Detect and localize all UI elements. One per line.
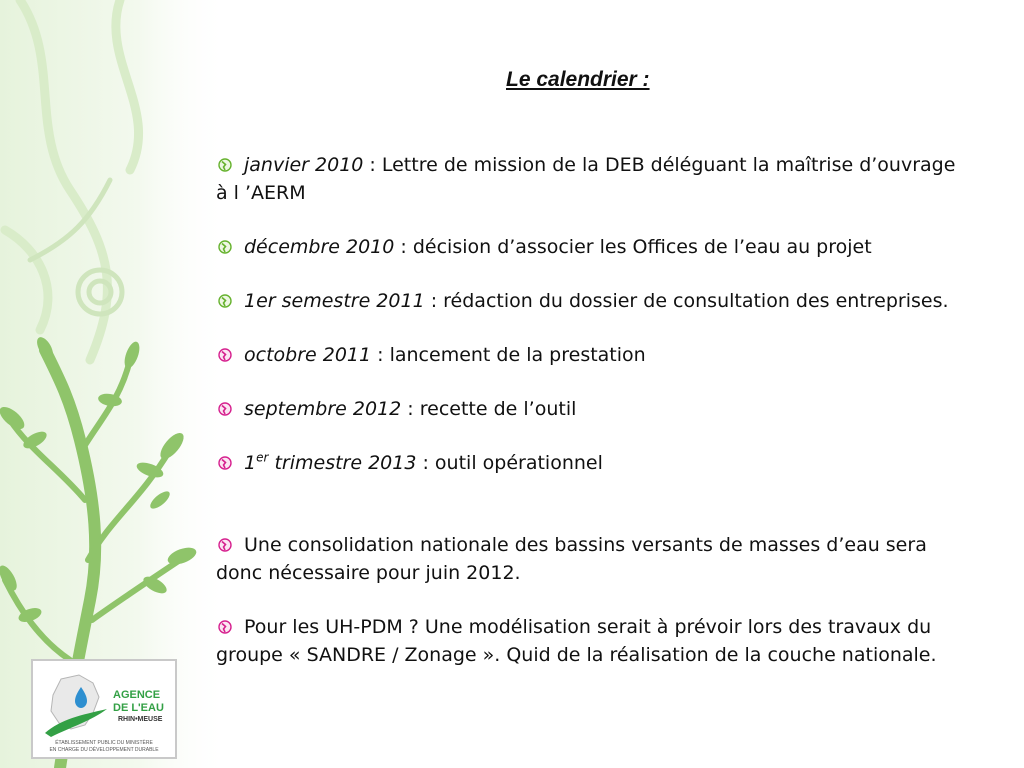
magenta-globe-icon [218,402,232,416]
green-globe-icon [218,294,232,308]
logo-text: AGENCE [113,689,161,701]
item-text: Une consolidation nationale des bassins versants de masses d’eau sera donc nécessaire pour juin 2012. [216,534,927,584]
logo-tagline: EN CHARGE DU DÉVELOPPEMENT DURABLE [49,747,159,753]
list-item [216,531,961,587]
item-date: décembre 2010 [244,236,395,258]
list-item [216,287,961,315]
item-text: : rédaction du dossier de consultation des entreprises. [424,290,949,312]
item-text: : décision d’associer les Offices de l’eau au projet [394,236,872,258]
item-text: : recette de l’outil [401,398,577,420]
magenta-globe-icon [218,348,232,362]
item-text: Pour les UH-PDM ? Une modélisation serait à prévoir lors des travaux du groupe « SANDRE / Zonage ». Quid de la réalisation de la couche nationale. [216,616,937,666]
item-text: : lancement de la prestation [371,344,646,366]
item-date: trimestre 2013 [268,452,417,474]
france-map-icon [41,669,111,741]
item-date-number: 1 [244,452,257,474]
item-date: septembre 2012 [244,398,402,420]
list-item [216,233,961,261]
slide-title: Le calendrier : [506,68,650,91]
magenta-globe-icon [218,620,232,634]
item-date: octobre 2011 [244,344,372,366]
item-date: janvier 2010 [244,154,364,176]
magenta-globe-icon [218,456,232,470]
item-text: : Lettre de mission de la DEB déléguant la maîtrise d’ouvrage à l ’AERM [216,154,956,204]
item-text: : outil opérationnel [416,452,603,474]
item-date-superscript: er [256,450,269,465]
green-globe-icon [218,158,232,172]
content-body [216,151,961,669]
list-item [216,151,961,207]
list-item [216,613,961,669]
agence-eau-logo [31,659,177,759]
magenta-globe-icon [218,538,232,552]
vine-decoration [0,0,230,768]
green-globe-icon [218,240,232,254]
list-item [216,449,961,477]
logo-text: RHIN•MEUSE [118,716,163,723]
list-item [216,341,961,369]
logo-tagline: ÉTABLISSEMENT PUBLIC DU MINISTÈRE [55,740,153,746]
item-date: 1er semestre 2011 [244,290,425,312]
list-item [216,395,961,423]
logo-text: DE L'EAU [113,702,164,714]
